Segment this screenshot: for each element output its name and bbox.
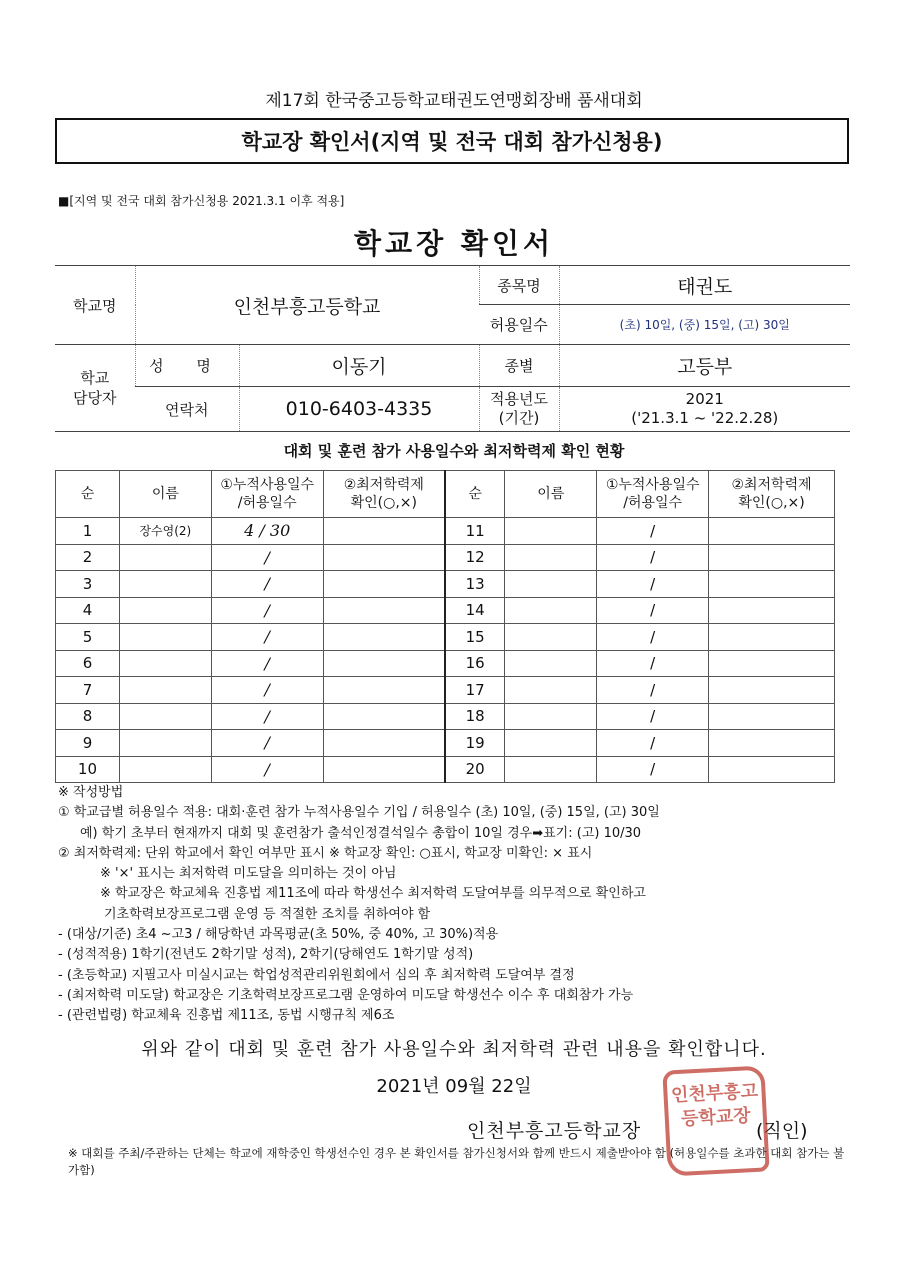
academic-cell: [709, 544, 835, 571]
table-row: [56, 730, 835, 757]
confirmation-sentence: 위와 같이 대회 및 훈련 참가 사용일수와 최저학력 관련 내용을 확인합니다.: [141, 1039, 767, 1060]
seq-cell: 6: [56, 650, 120, 677]
name-cell: [119, 571, 211, 598]
apply-note: ■[지역 및 전국 대회 참가신청용 2021.3.1 이후 적용]: [58, 194, 345, 208]
table-row: [56, 571, 835, 598]
year-value: 2021: [685, 390, 724, 408]
info-table: [55, 265, 850, 432]
header-name: 이름: [505, 471, 597, 518]
name-cell: [505, 756, 597, 783]
used-days-cell: /: [597, 650, 709, 677]
seq-cell: 14: [445, 597, 505, 624]
seal-label: (직인): [756, 1120, 808, 1142]
status-section-title: 대회 및 훈련 참가 사용일수와 최저학력제 확인 현황: [283, 442, 625, 460]
document-title: 학교장 확인서: [353, 227, 555, 260]
used-days-cell: /: [211, 624, 323, 651]
used-days-cell: /: [211, 571, 323, 598]
seq-cell: 12: [445, 544, 505, 571]
name-cell: [505, 544, 597, 571]
used-days-cell: /: [211, 756, 323, 783]
instruction-line: - (대상/기준) 초4 ~고3 / 해당학년 과목평균(초 50%, 중 40%, 고 30%)적용: [58, 927, 499, 943]
instruction-line: ※ 작성방법: [58, 785, 124, 800]
name-cell: [119, 544, 211, 571]
school-principal-signature: 인천부흥고등학교장: [467, 1120, 642, 1142]
used-days-cell: /: [597, 703, 709, 730]
academic-cell: [323, 597, 445, 624]
academic-cell: [323, 518, 445, 545]
year-cell: [559, 387, 850, 432]
seq-cell: 11: [445, 518, 505, 545]
table-row: [56, 650, 835, 677]
seq-cell: 4: [56, 597, 120, 624]
seq-cell: 7: [56, 677, 120, 704]
allowed-days-value: (초) 10일, (중) 15일, (고) 30일: [559, 305, 850, 345]
seq-cell: 2: [56, 544, 120, 571]
seq-cell: 13: [445, 571, 505, 598]
used-days-cell: /: [597, 677, 709, 704]
academic-cell: [323, 677, 445, 704]
academic-cell: [709, 730, 835, 757]
name-cell: [505, 677, 597, 704]
used-days-cell: /: [597, 571, 709, 598]
used-days-cell: /: [597, 730, 709, 757]
seq-cell: 10: [56, 756, 120, 783]
used-days-cell: 4 / 30: [211, 518, 323, 545]
name-cell: [119, 703, 211, 730]
table-row: [56, 597, 835, 624]
seq-cell: 16: [445, 650, 505, 677]
seq-cell: 1: [56, 518, 120, 545]
instruction-line: - (성적적용) 1학기(전년도 2학기말 성적), 2학기(당해연도 1학기말 성적): [58, 947, 474, 963]
used-days-cell: /: [211, 677, 323, 704]
header-seq: 순: [56, 471, 120, 518]
seq-cell: 17: [445, 677, 505, 704]
academic-cell: [323, 703, 445, 730]
academic-cell: [709, 650, 835, 677]
table-row: [56, 624, 835, 651]
seq-cell: 9: [56, 730, 120, 757]
academic-cell: [709, 624, 835, 651]
footer-note: ※ 대회를 주최/주관하는 단체는 학교에 재학중인 학생선수인 경우 본 확인서를 참가신청서와 함께 반드시 제출받아야 함 (허용일수를 초과한 대회 참가는 불가함): [68, 1146, 845, 1177]
used-days-cell: /: [597, 624, 709, 651]
name-value: 이동기: [239, 345, 479, 387]
period-value: ('21.3.1 ~ '22.2.28): [631, 409, 779, 427]
used-days-cell: /: [597, 518, 709, 545]
table-row: [56, 756, 835, 783]
instruction-line: 예) 학기 초부터 현재까지 대회 및 훈련참가 출석인정결석일수 총합이 10일 경우➡표기: (고) 10/30: [80, 825, 642, 841]
name-cell: [119, 730, 211, 757]
used-days-cell: /: [597, 756, 709, 783]
seq-cell: 20: [445, 756, 505, 783]
academic-cell: [323, 544, 445, 571]
name-cell: [119, 650, 211, 677]
academic-cell: [323, 650, 445, 677]
name-cell: [505, 650, 597, 677]
allowed-days-label: 허용일수: [479, 305, 559, 345]
table-row: [56, 544, 835, 571]
sport-value: 태권도: [559, 266, 850, 305]
seq-cell: 18: [445, 703, 505, 730]
header-used-days: ①누적사용일수 /허용일수: [597, 471, 709, 518]
event-title: 제17회 한국중고등학교태권도연맹회장배 품새대회: [265, 91, 643, 111]
header-name: 이름: [119, 471, 211, 518]
sport-label: 종목명: [479, 266, 559, 305]
instruction-line: ② 최저학력제: 단위 학교에서 확인 여부만 표시 ※ 학교장 확인: ○표시, 학교장 미확인: × 표시: [58, 845, 593, 861]
academic-cell: [709, 518, 835, 545]
seq-cell: 19: [445, 730, 505, 757]
seq-cell: 8: [56, 703, 120, 730]
category-label: 종별: [479, 345, 559, 387]
used-days-cell: /: [211, 650, 323, 677]
name-cell: [119, 597, 211, 624]
header-seq: 순: [445, 471, 505, 518]
academic-cell: [323, 756, 445, 783]
academic-cell: [323, 571, 445, 598]
name-cell: [119, 677, 211, 704]
seq-cell: 5: [56, 624, 120, 651]
academic-cell: [323, 730, 445, 757]
table-row: [56, 703, 835, 730]
manager-label: 학교 담당자: [55, 345, 135, 432]
academic-cell: [323, 624, 445, 651]
form-box-title: 학교장 확인서(지역 및 전국 대회 참가신청용): [55, 118, 849, 164]
name-cell: [505, 518, 597, 545]
name-cell: [505, 703, 597, 730]
instruction-line: - (최저학력 미도달) 학교장은 기초학력보장프로그램 운영하여 미도달 학생선수 이수 후 대회참가 가능: [58, 987, 634, 1003]
confirmation-date: 2021년 09월 22일: [376, 1076, 532, 1097]
table-row: [56, 518, 835, 545]
instruction-line: ※ 학교장은 학교체육 진흥법 제11조에 따라 학생선수 최저학력 도달여부를 의무적으로 확인하고: [100, 886, 646, 902]
school-value: 인천부흥고등학교: [135, 266, 479, 345]
name-cell: [505, 730, 597, 757]
name-cell: [505, 624, 597, 651]
name-cell: [505, 597, 597, 624]
academic-cell: [709, 677, 835, 704]
header-used-days: ①누적사용일수 /허용일수: [211, 471, 323, 518]
category-value: 고등부: [559, 345, 850, 387]
contact-value: 010-6403-4335: [239, 387, 479, 432]
academic-cell: [709, 756, 835, 783]
name-cell: [119, 624, 211, 651]
school-label: 학교명: [55, 266, 135, 345]
writing-instructions: [58, 783, 858, 1027]
instruction-line: ① 학교급별 허용일수 적용: 대회·훈련 참가 누적사용일수 기입 / 허용일수 (초) 10일, (중) 15일, (고) 30일: [58, 805, 660, 821]
academic-cell: [709, 703, 835, 730]
contact-label: 연락처: [135, 387, 239, 432]
name-cell: [119, 756, 211, 783]
seq-cell: 15: [445, 624, 505, 651]
official-seal-stamp: 인천부흥고등학교장: [662, 1065, 769, 1176]
name-cell: [505, 571, 597, 598]
header-academic: ②최저학력제 확인(○,×): [323, 471, 445, 518]
table-row: [56, 677, 835, 704]
used-days-cell: /: [211, 544, 323, 571]
instruction-line: 기초학력보장프로그램 운영 등 적절한 조치를 취하여야 함: [104, 906, 431, 922]
used-days-cell: /: [211, 597, 323, 624]
instruction-line: - (관련법령) 학교체육 진흥법 제11조, 동법 시행규칙 제6조: [58, 1008, 395, 1024]
instruction-line: ※ '×' 표시는 최저학력 미도달을 의미하는 것이 아님: [100, 866, 397, 882]
year-label: 적용년도 (기간): [479, 387, 559, 432]
name-label: 성 명: [135, 345, 239, 387]
seq-cell: 3: [56, 571, 120, 598]
instruction-line: - (초등학교) 지필고사 미실시교는 학업성적관리위원회에서 심의 후 최저학력 도달여부 결정: [58, 967, 575, 983]
used-days-cell: /: [597, 544, 709, 571]
academic-cell: [709, 571, 835, 598]
header-academic: ②최저학력제 확인(○,×): [709, 471, 835, 518]
used-days-cell: /: [597, 597, 709, 624]
academic-cell: [709, 597, 835, 624]
used-days-cell: /: [211, 703, 323, 730]
participation-table: [55, 470, 835, 783]
table-header-row: [56, 471, 835, 518]
used-days-cell: /: [211, 730, 323, 757]
name-cell: 장수영(2): [119, 518, 211, 545]
